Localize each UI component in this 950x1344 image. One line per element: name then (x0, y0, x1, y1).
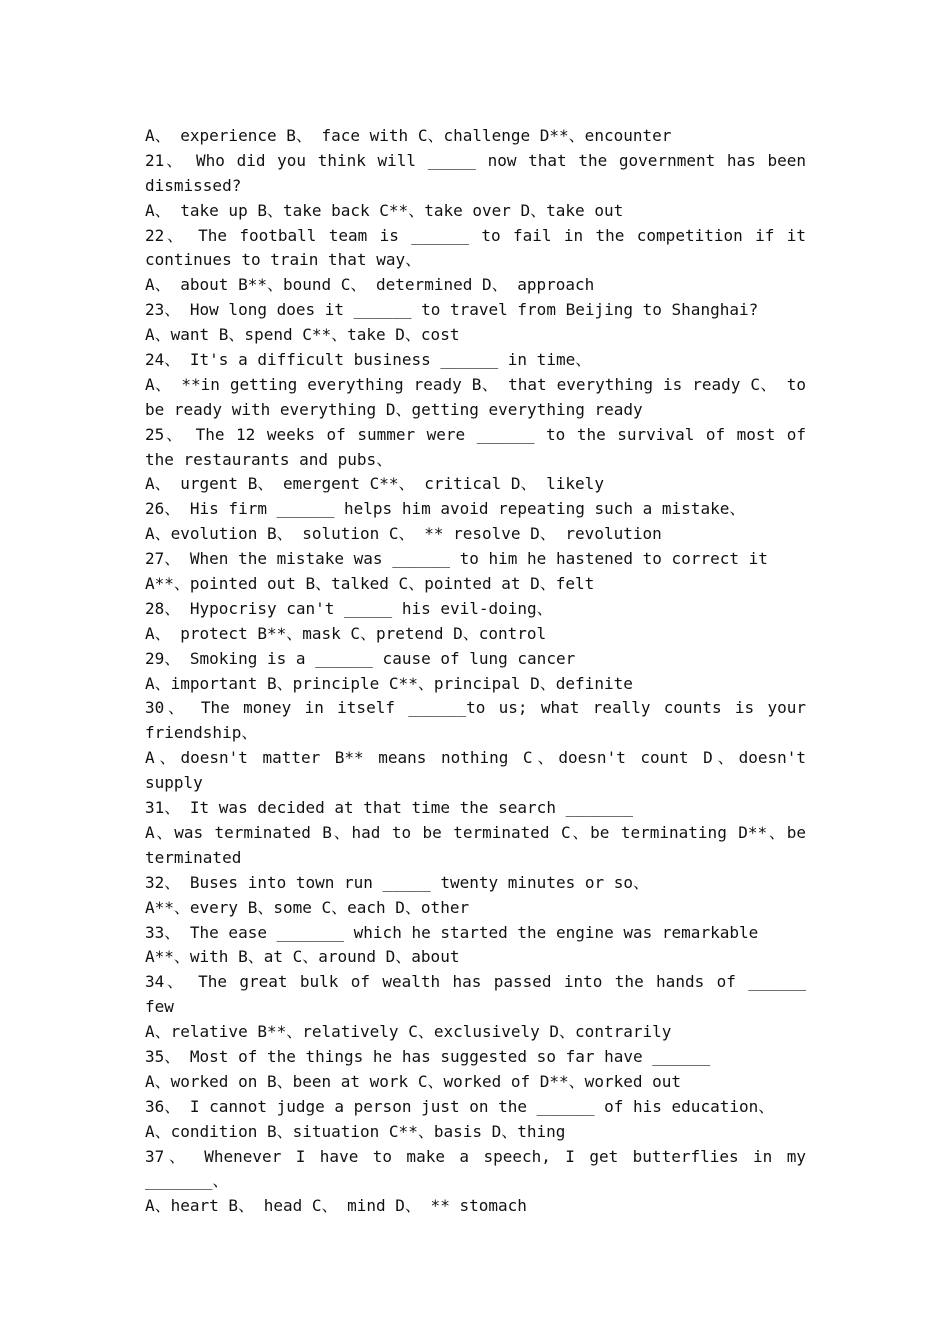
question-26: 26、 His firm ______ helps him avoid repeating such a mistake、 (145, 499, 746, 519)
options-30: A、doesn't matter B** means nothing C、doesn't count D、doesn't (145, 748, 806, 768)
options-22: A、 about B**、bound C、 determined D、 approach (145, 275, 595, 295)
options-34: A、relative B**、relatively C、exclusively D、contrarily (145, 1022, 672, 1042)
question-32: 32、 Buses into town run _____ twenty minutes or so、 (145, 872, 650, 892)
question-30-cont: friendship、 (145, 723, 258, 743)
options-29: A、important B、principle C**、principal D、definite (145, 673, 633, 693)
question-36: 36、 I cannot judge a person just on the ______ of his education、 (145, 1096, 775, 1116)
question-21: 21、 Who did you think will _____ now that the government has been (145, 150, 806, 170)
question-37: 37、 Whenever I have to make a speech, I get butterflies in my (145, 1146, 807, 1166)
options-21: A、 take up B、take back C**、take over D、take out (145, 200, 624, 220)
options-23: A、want B、spend C**、take D、cost (145, 325, 460, 345)
options-28: A、 protect B**、mask C、pretend D、control (145, 623, 547, 643)
options-37: A、heart B、 head C、 mind D、 ** stomach (145, 1196, 527, 1216)
options-36: A、condition B、situation C**、basis D、thing (145, 1121, 566, 1141)
question-29: 29、 Smoking is a ______ cause of lung cancer (145, 648, 576, 668)
options-31: A、was terminated B、had to be terminated C、be terminating D**、be (145, 822, 806, 842)
blank-line (145, 995, 806, 1020)
question-34: 34、 The great bulk of wealth has passed into the hands of ______ few (145, 972, 806, 1017)
question-21-cont: dismissed? (145, 175, 242, 195)
options-25: A、 urgent B、 emergent C**、 critical D、 likely (145, 474, 604, 494)
question-28: 28、 Hypocrisy can't _____ his evil-doing、 (145, 598, 553, 618)
question-23: 23、 How long does it ______ to travel from Beijing to Shanghai? (145, 300, 759, 320)
options-32: A**、every B、some C、each D、other (145, 897, 470, 917)
question-37-cont: _______、 (145, 1171, 229, 1191)
question-33: 33、 The ease _______ which he started the engine was remarkable (145, 922, 759, 942)
exam-page (145, 124, 806, 1219)
options-26: A、evolution B、 solution C、 ** resolve D、 revolution (145, 524, 662, 544)
question-24: 24、 It's a difficult business ______ in time、 (145, 350, 592, 370)
options-33: A**、with B、at C、around D、about (145, 947, 460, 967)
options-35: A、worked on B、been at work C、worked of D**、worked out (145, 1071, 682, 1091)
question-22-cont: continues to train that way、 (145, 250, 422, 270)
question-25: 25、 The 12 weeks of summer were ______ to the survival of most of (145, 424, 807, 444)
options-line-20: A、 experience B、 face with C、challenge D**、encounter (145, 126, 672, 145)
question-22: 22、 The football team is ______ to fail in the competition if it (145, 225, 806, 245)
question-25-cont: the restaurants and pubs、 (145, 449, 393, 469)
options-24-cont: be ready with everything D、getting everything ready (145, 399, 643, 419)
question-30: 30、 The money in itself ______to us; what really counts is your (145, 698, 806, 718)
options-24: A、 **in getting everything ready B、 that everything is ready C、 to (145, 374, 806, 394)
question-35: 35、 Most of the things he has suggested so far have ______ (145, 1046, 711, 1066)
question-27: 27、 When the mistake was ______ to him he hastened to correct it (145, 549, 768, 569)
options-30-cont: supply (145, 773, 203, 793)
question-31: 31、 It was decided at that time the search _______ (145, 798, 634, 818)
options-27: A**、pointed out B、talked C、pointed at D、felt (145, 574, 595, 594)
options-31-cont: terminated (145, 847, 242, 867)
